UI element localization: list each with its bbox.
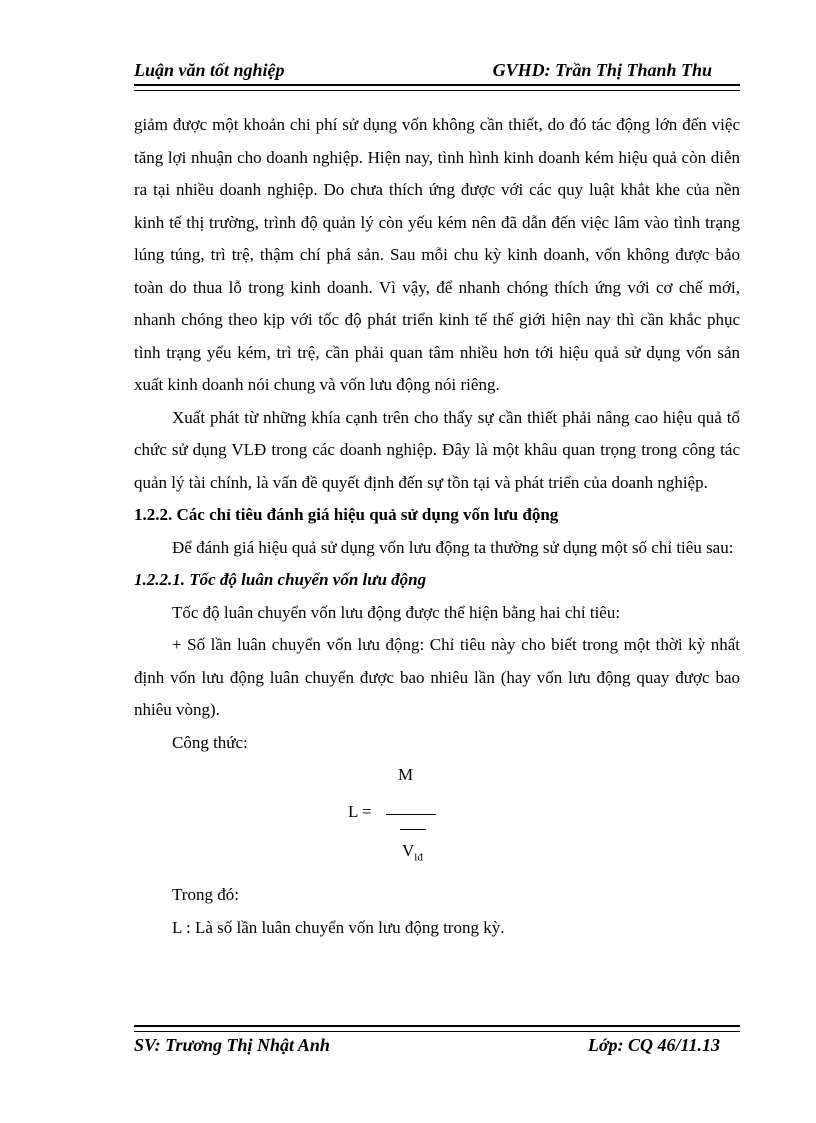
header-advisor: GVHD: Trần Thị Thanh Thu	[492, 60, 712, 80]
footer-student: SV: Trương Thị Nhật Anh	[134, 1035, 330, 1055]
paragraph-4: Tốc độ luân chuyển vốn lưu động được thể hiện bằng hai chỉ tiêu:	[172, 602, 621, 622]
paragraph-3: Để đánh giá hiệu quả sử dụng vốn lưu động ta thường sử dụng một số chỉ tiêu sau:	[172, 537, 734, 557]
fraction-bar-short	[400, 829, 426, 830]
formula-denominator	[402, 835, 423, 874]
definition-l: L : Là số lần luân chuyển vốn lưu động trong kỳ.	[172, 917, 505, 937]
formula-lhs: L =	[348, 802, 372, 821]
section-heading-1-2-2: 1.2.2. Các chỉ tiêu đánh giá hiệu quả sử dụng vốn lưu động	[134, 505, 559, 524]
paragraph-1: giảm được một khoản chi phí sử dụng vốn không cần thiết, do đó tác động lớn đến việc tăng lợi nhuận cho doanh nghiệp. Hiện nay, tình hình kinh doanh kém hiệu quả còn diễn ra tại nhiều doanh nghiệp. Do chưa thích ứng được với các quy luật khắt khe của nền kinh tế thị trường, trình độ quản lý còn yếu kém nên đã dẫn đến việc lâm vào tình trạng lúng túng, trì trệ, thậm chí phá sản. Sau mỗi chu kỳ kinh doanh, vốn không được bảo toàn do thua lỗ trong kinh doanh. Vì vậy, để nhanh chóng thích ứng với cơ chế mới, nhanh chóng theo kịp với tốc độ phát triển kinh tế thế giới hiện nay thì cần khắc phục tình trạng yếu kém, trì trệ, cần phải quan tâm nhiều hơn tới hiệu quả sử dụng vốn sản xuất kinh doanh nói chung và vốn lưu động nói riêng.	[134, 115, 740, 394]
formula-denominator-subscript: lđ	[414, 851, 423, 864]
footer-rule	[134, 1025, 740, 1032]
header-thesis-title: Luận văn tốt nghiệp	[134, 60, 285, 80]
page-content	[134, 109, 740, 944]
formula-denominator-symbol: V	[402, 841, 415, 860]
header-rule	[134, 84, 740, 91]
paragraph-5: + Số lần luân chuyển vốn lưu động: Chỉ tiêu này cho biết trong một thời kỳ nhất định vốn lưu động luân chuyển được bao nhiêu lần (hay vốn lưu động quay được bao nhiêu vòng).	[134, 635, 740, 719]
formula-numerator: M	[398, 765, 414, 784]
formula-label: Công thức:	[172, 732, 248, 752]
fraction-bar	[386, 814, 436, 815]
trong-do-label: Trong đó:	[172, 885, 239, 904]
paragraph-2: Xuất phát từ những khía cạnh trên cho thấy sự cần thiết phải nâng cao hiệu quả tổ chức sử dụng VLĐ trong các doanh nghiệp. Đây là một khâu quan trọng trong công tác quản lý tài chính, là vấn đề quyết định đến sự tồn tại và phát triển của doanh nghiệp.	[134, 407, 740, 492]
footer-class: Lớp: CQ 46/11.13	[587, 1035, 720, 1055]
page-header	[134, 60, 740, 82]
page-footer	[134, 1035, 740, 1059]
formula	[134, 759, 740, 879]
section-heading-1-2-2-1: 1.2.2.1. Tốc độ luân chuyển vốn lưu động	[134, 570, 427, 589]
